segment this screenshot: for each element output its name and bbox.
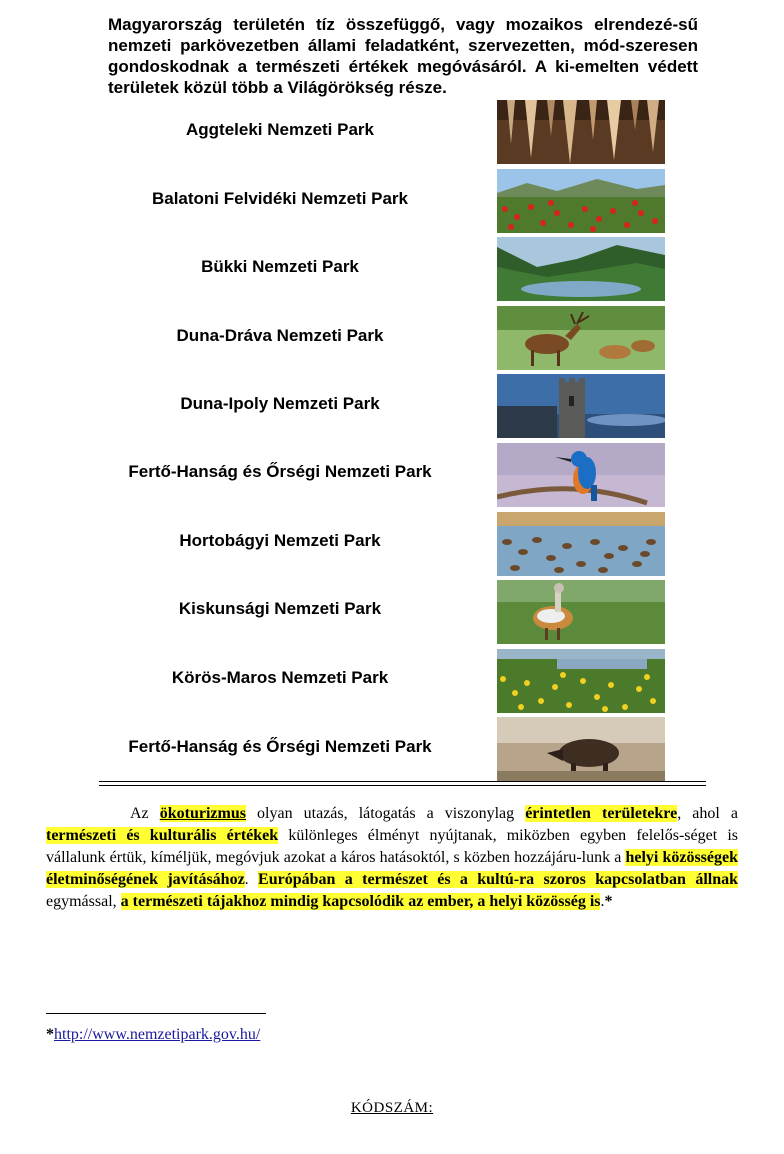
park-name: Hortobágyi Nemzeti Park [179, 531, 381, 550]
text-segment: . [600, 893, 605, 910]
footnote-mark: * [46, 1026, 54, 1043]
cave-stalactites-photo [497, 100, 665, 164]
park-row [100, 649, 670, 715]
mountain-lake-photo [497, 237, 665, 301]
text-segment: . [244, 871, 259, 888]
great-bustard-photo [497, 580, 665, 644]
park-row [100, 717, 670, 783]
highlight-communities: helyi közösségek életminőségének javításához [46, 849, 738, 888]
text-segment: , ahol a [677, 805, 739, 822]
footnote-rule [46, 1013, 266, 1014]
kodszam-label: KÓDSZÁM: [350, 1100, 434, 1116]
yellow-flowers-wetland-photo [497, 649, 665, 713]
poppy-field-photo [497, 169, 665, 233]
park-row [100, 512, 670, 578]
highlight-untouched-areas: érintetlen területekre [525, 805, 678, 822]
park-name: Bükki Nemzeti Park [201, 257, 359, 276]
divider-bottom [99, 785, 706, 786]
park-row [100, 580, 670, 646]
kingfisher-photo [497, 443, 665, 507]
park-name: Körös-Maros Nemzeti Park [171, 668, 389, 687]
park-row [100, 306, 670, 372]
text-segment: Az [130, 805, 160, 822]
footnote [46, 1026, 260, 1044]
park-row [100, 374, 670, 440]
highlight-values: természeti és kulturális értékek [46, 827, 279, 844]
park-name: Fertő-Hanság és Őrségi Nemzeti Park [128, 462, 432, 481]
park-row [100, 100, 670, 166]
park-name: Fertő-Hanság és Őrségi Nemzeti Park [128, 737, 432, 756]
text-segment: egymással, [46, 893, 121, 910]
park-name: Duna-Dráva Nemzeti Park [176, 326, 384, 345]
text-segment: olyan utazás, látogatás a viszonylag [245, 805, 526, 822]
birds-wetland-photo [497, 512, 665, 576]
park-row [100, 237, 670, 303]
park-name: Kiskunsági Nemzeti Park [178, 599, 382, 618]
park-name: Aggteleki Nemzeti Park [185, 120, 374, 139]
highlight-ecotourism: ökoturizmus [159, 805, 246, 822]
park-row [100, 169, 670, 235]
park-row [100, 443, 670, 509]
footnote-marker: * [604, 893, 613, 910]
footnote-link[interactable]: http://www.nemzetipark.gov.hu/ [54, 1026, 261, 1043]
highlight-landscapes: a természeti tájakhoz mindig kapcsolódik az ember, a helyi közösség is [120, 893, 601, 910]
ecotourism-paragraph [46, 803, 738, 913]
park-name: Duna-Ipoly Nemzeti Park [180, 394, 380, 413]
text-segment: különleges élményt nyújtanak, miközben egyben felelős-séget is vállalunk értük, kíméljük, megóvjuk azokat a káros hatásoktól, s közben hozzájáru-lunk a [46, 827, 738, 866]
highlight-europe: Európában a természet és a kultú-ra szoros kapcsolatban állnak [258, 871, 739, 888]
intro-paragraph: Magyarország területén tíz összefüggő, vagy mozaikos elrendezé-sű nemzeti parkövezetben állami feladatként, szervezetten, mód-szeresen gondoskodnak a természeti értékek megóvásáról. A ki-emelten védett területek közül több a Világörökség része. [108, 15, 698, 97]
divider-top [99, 781, 706, 782]
deer-meadow-photo [497, 306, 665, 370]
park-name: Balatoni Felvidéki Nemzeti Park [151, 189, 409, 208]
wild-boar-photo [497, 717, 665, 781]
castle-tower-photo [497, 374, 665, 438]
